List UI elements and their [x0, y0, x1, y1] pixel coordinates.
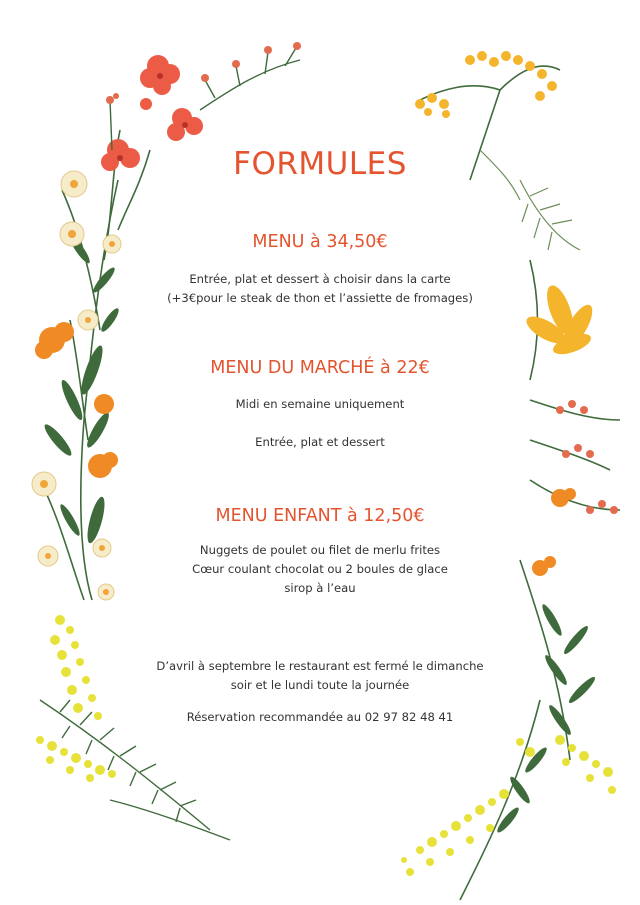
- closing-hours-line: D’avril à septembre le restaurant est fermé le dimanche: [156, 659, 484, 673]
- right-buds: [532, 400, 618, 576]
- top-left-buds: [106, 42, 301, 104]
- reservation-line: Réservation recommandée au 02 97 82 48 41: [186, 710, 454, 724]
- right-mimosa: [401, 735, 616, 876]
- menu-line: Nuggets de poulet ou filet de merlu frites: [199, 543, 441, 557]
- right-yarrow: [415, 51, 557, 118]
- left-mimosa: [36, 615, 116, 782]
- right-lily: [522, 282, 597, 358]
- menu-heading: MENU DU MARCHÉ à 22€: [210, 358, 430, 378]
- closing-hours-line: soir et le lundi toute la journée: [230, 678, 410, 692]
- top-left-sprigs: [110, 48, 300, 150]
- menu-heading: MENU ENFANT à 12,50€: [215, 506, 425, 526]
- menu-line: Entrée, plat et dessert à choisir dans la carte: [189, 272, 451, 286]
- menu-line: (+3€pour le steak de thon et l’assiette de fromages): [167, 291, 473, 305]
- menu-line: Entrée, plat et dessert: [255, 435, 385, 449]
- menu-line: Cœur coulant chocolat ou 2 boules de glace: [192, 562, 448, 576]
- menu-line: Midi en semaine uniquement: [235, 397, 405, 411]
- page-title: FORMULES: [233, 146, 407, 182]
- menu-line: sirop à l’eau: [284, 581, 356, 595]
- menu-heading: MENU à 34,50€: [252, 232, 388, 252]
